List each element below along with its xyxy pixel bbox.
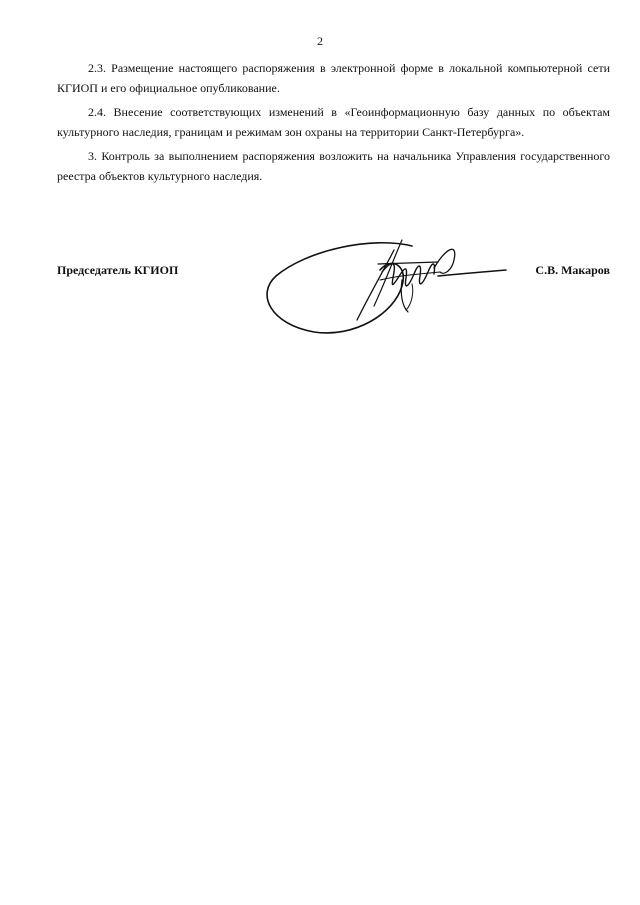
paragraph-3: 3. Контроль за выполнением распоряжения возложить на начальника Управления государственного реестра объектов культурного наследия. xyxy=(57,149,610,183)
handwritten-signature-icon xyxy=(262,228,512,340)
signer-name: С.В. Макаров xyxy=(535,263,610,277)
signature-block xyxy=(57,263,610,283)
paragraph-2-3: 2.3. Размещение настоящего распоряжения в электронной форме в локальной компьютерной сети КГИОП и его официальное опубликование. xyxy=(57,61,610,95)
paragraph-2-4: 2.4. Внесение соответствующих изменений в «Геоинформационную базу данных по объектам культурного наследия, границам и режимам зон охраны на территории Санкт-Петербурга». xyxy=(57,105,610,139)
signer-title: Председатель КГИОП xyxy=(57,263,179,277)
document-body xyxy=(57,59,610,191)
page-number: 2 xyxy=(317,34,323,48)
